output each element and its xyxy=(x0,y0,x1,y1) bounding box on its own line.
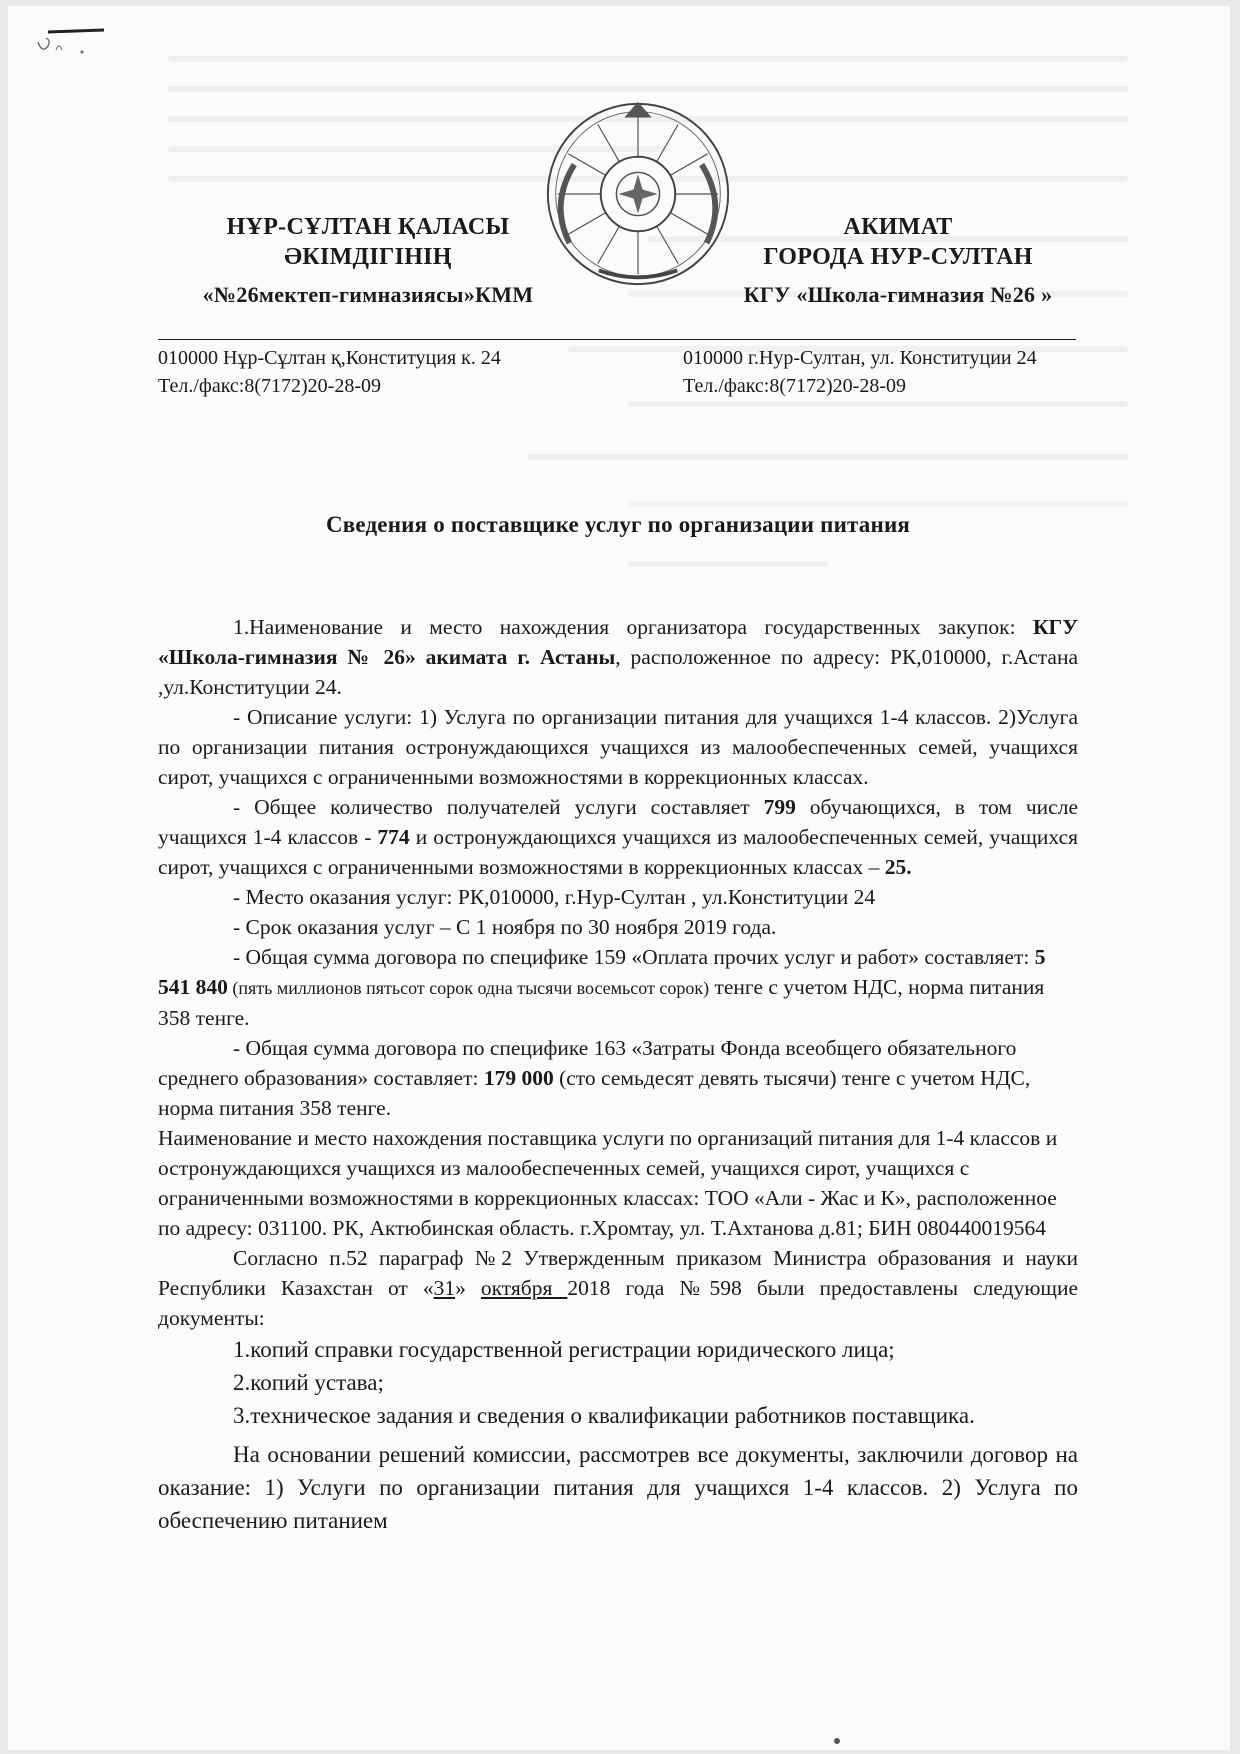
order-text-a: Согласно п.52 параграф №2 Утвержденным приказом Министра образования и науки Республики Казахстан от « xyxy=(158,1246,1078,1300)
paragraph-decision: На основании решений комиссии, рассмотрев все документы, заключили договор на оказание: 1) Услуги по организации питания для учащихся 1-4 классов. 2) Услуга по обеспечению питанием xyxy=(158,1442,1078,1533)
sum-159-amount: 5 541 840 xyxy=(158,945,1046,999)
recipients-grades-1-4: 774 xyxy=(377,825,410,849)
recipients-text-e: и остронуждающихся учащихся из малообеспеченных семей, учащихся сирот, учащихся с ограниченными возможностями в коррекционных классах – xyxy=(158,825,1078,879)
sum-163-amount: 179 000 xyxy=(483,1066,554,1090)
order-text-c: » xyxy=(455,1276,481,1300)
organizer-address: , расположенное по адресу: РК,010000, г.Астана ,ул.Конституции 24. xyxy=(158,645,1078,699)
order-day: 31 xyxy=(433,1276,456,1300)
paragraph-service-description: - Описание услуги: 1) Услуга по организации питания для учащихся 1-4 классов. 2)Услуга по организации питания остронуждающихся учащихся из малообеспеченных семей, учащихся сирот, учащихся с ограниченными возможностями в коррекционных классах. xyxy=(158,705,1078,789)
header-russian xyxy=(698,212,1098,310)
organizer-name: КГУ «Школа-гимназия № 26» акимата г. Астаны xyxy=(158,615,1078,669)
recipients-needy: 25. xyxy=(884,855,912,879)
sum-159-words: (пять миллионов пятьсот сорок одна тысячи восемьсот сорок) xyxy=(227,978,710,998)
sum-163-tail: (сто семьдесят девять тысячи) тенге с учетом НДС, норма питания 358 тенге. xyxy=(158,1066,1031,1120)
organizer-intro: 1.Наименование и место нахождения организатора государственных закупок: xyxy=(233,615,1033,639)
handwritten-mark xyxy=(26,24,116,64)
recipients-total: 799 xyxy=(763,795,796,819)
header-left-line3: «№26мектеп-гимназиясы»КММ xyxy=(202,282,534,307)
header-right-line2: ГОРОДА НУР-СУЛТАН xyxy=(763,244,1033,270)
address-right-line2: Тел./факс:8(7172)20-28-09 xyxy=(683,375,906,397)
paragraph-sum-163 xyxy=(158,1033,1078,1123)
sum-159-text: - Общая сумма договора по специфике 159 «Оплата прочих услуг и работ» составляет: xyxy=(233,945,1035,969)
address-russian xyxy=(683,344,1037,400)
list-item-3: 3.техническое задания и сведения о квалификации работников поставщика. xyxy=(233,1403,975,1428)
paragraph-sum-159 xyxy=(158,942,1078,1033)
paragraph-organizer xyxy=(158,612,1078,702)
paragraph-supplier: Наименование и место нахождения поставщика услуги по организаций питания для 1-4 классов и остронуждающихся учащихся из малообеспеченных семей, учащихся сирот, учащихся с ограниченными возможностями в коррекционных классах: ТОО «Али - Жас и К», расположенное по адресу: 031100. РК, Актюбинская область. г.Хромтау, ул. Т.Ахтанова д.81; БИН 080440019564 xyxy=(158,1126,1058,1240)
header-left-line1: НҰР-СҰЛТАН ҚАЛАСЫ xyxy=(226,214,510,240)
paragraph-order-reference xyxy=(158,1243,1078,1333)
list-item-1: 1.копий справки государственной регистрации юридического лица; xyxy=(233,1337,895,1362)
address-left-line1: 010000 Нұр-Сұлтан қ,Конституция к. 24 xyxy=(158,347,501,369)
recipients-text-a: - Общее количество получателей услуги составляет xyxy=(233,795,764,819)
order-month: октября xyxy=(480,1276,568,1300)
paragraph-service-place: - Место оказания услуг: РК,010000, г.Нур-Султан , ул.Конституции 24 xyxy=(233,885,876,909)
header-divider xyxy=(158,339,1076,340)
document-page xyxy=(8,6,1230,1750)
address-left-line2: Тел./факс:8(7172)20-28-09 xyxy=(158,375,381,397)
header-right-line3: КГУ «Школа-гимназия №26 » xyxy=(743,282,1053,307)
header-right-line1: АКИМАТ xyxy=(843,214,953,240)
recipients-text-c: обучающихся, в том числе учащихся 1-4 классов - xyxy=(158,795,1078,849)
stray-mark xyxy=(834,1738,840,1744)
header-kazakh xyxy=(148,212,588,310)
document-title: Сведения о поставщике услуг по организации питания xyxy=(325,512,911,537)
sum-159-tail: тенге с учетом НДС, норма питания 358 тенге. xyxy=(158,975,1045,1030)
address-right-line1: 010000 г.Нур-Султан, ул. Конституции 24 xyxy=(683,347,1037,369)
list-item-2: 2.копий устава; xyxy=(233,1370,384,1395)
paragraph-service-term: - Срок оказания услуг – С 1 ноября по 30 ноября 2019 года. xyxy=(233,915,777,939)
order-text-e: 2018 года №598 были предоставлены следующие документы: xyxy=(158,1276,1078,1330)
document-body xyxy=(158,612,1078,1537)
address-kazakh xyxy=(158,344,501,400)
header-left-line2: ӘКІМДІГІНІҢ xyxy=(284,244,452,270)
paragraph-recipients xyxy=(158,792,1078,882)
sum-163-text: - Общая сумма договора по специфике 163 «Затраты Фонда всеобщего обязательного среднего образования» составляет: xyxy=(158,1036,1017,1090)
